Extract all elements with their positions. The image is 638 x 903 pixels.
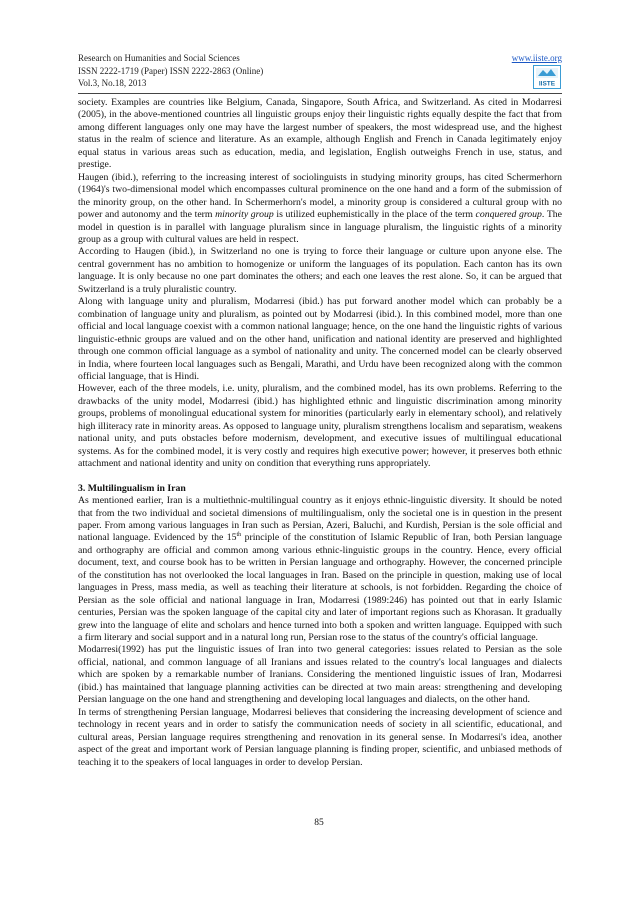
header-rule xyxy=(78,93,562,94)
paragraph: In terms of strengthening Persian language, Modarresi believes that considering the increasing development of science and technology in recent years and in order to satisfy the communication needs of society in all scientific, educational, and cultural areas, Persian language requires strengthening and renovation in its general sense. In Modarresi's idea, another aspect of the great and important work of Persian language planning is finding proper, scientific, and unbiased methods of teaching it to the speakers of local languages in order to develop Persian. xyxy=(78,706,562,768)
term-conquered-group: conquered group xyxy=(475,209,542,221)
paragraph-constitution: As mentioned earlier, Iran is a multiethnic-multilingual country as it enjoys ethnic-linguistic diversity. It should be noted that from the two individual and societal dimensions of multilingualism, only the societal one is in question in the present paper. From among various languages in Iran such as Persian, Azeri, Baluchi, and Kurdish, Persian is the sole official and national language. Evidenced by the 15th principle of the constitution of Islamic Republic of Iran, both Persian language and orthography are official and common among various ethnic-linguistic groups in the country. Hence, every official document, text, and course book has to be written in Persian language and orthography. However, the concerned principle of the constitution has not overlooked the local languages in Iran. Based on the principle in question, making use of local languages in Press, mass media, as well as teaching their literature at schools, is not forbidden. Regarding the choice of Persian as the sole official and national language in Iran, Modarresi (1989:246) has pointed out that in early Islamic centuries, Persian was the spoken language of the capital city and later of important regions such as Khorasan. It gradually grew into the language of elite and scholars and hence turned into both a spoken and written language. Equipped with such a firm literary and social support and in a natural long run, Persian rose to the status of the country's official language. xyxy=(78,495,562,644)
paragraph: However, each of the three models, i.e. unity, pluralism, and the combined model, has its own problems. Referring to the drawbacks of the unity model, Modarresi (ibid.) has highlighted ethnic and linguistic discrimination among minority groups, problems of monolingual educational system for minorities (particularly early in elementary school), and relatively high illiteracy rate in minority areas. As opposed to language unity, pluralism strengthens localism and separatism, weakens national unity, and puts obstacles before modernism, development, and executive issues of multilingual educational systems. As for the combined model, it is very costly and requires high executive power; however, it preserves both ethnic attachment and national identity and unity on condition that everything runs appropriately. xyxy=(78,383,562,470)
svg-text:IISTE: IISTE xyxy=(538,80,556,88)
journal-name: Research on Humanities and Social Sciences xyxy=(78,53,240,63)
issn-line: ISSN 2222-1719 (Paper) ISSN 2222-2863 (Online) xyxy=(78,65,264,76)
page-number: 85 xyxy=(314,818,324,828)
running-header xyxy=(78,52,562,90)
journal-url-link[interactable]: www.iiste.org xyxy=(511,53,562,63)
paragraph: According to Haugen (ibid.), in Switzerland no one is trying to force their language or culture upon anyone else. The central government has no ambition to homogenize or uniform the languages of its population. Each canton has its own language. It is only because no one part dominates the others; and each one leaves the rest alone. So, it can be argued that Switzerland is a truly pluralistic country. xyxy=(78,246,562,295)
volume-line: Vol.3, No.18, 2013 xyxy=(78,78,147,88)
section-spacer xyxy=(78,471,562,483)
paragraph: Along with language unity and pluralism, Modarresi (ibid.) has put forward another model which can probably be a combination of language unity and pluralism, as pointed out by Modarresi (ibid.). In this combined model, more than one official and local language coexist with a common national language; hence, on the one hand the linguistic rights of various linguistic-ethnic groups are valued and on the other hand, unification and national identity are preserved and highlighted through one common official language as a symbol of nationality and unity. The concerned model can be clearly observed in India, where fourteen local languages such as Bengali, Marathi, and Urdu have been recognized along with the common official language, that is Hindi. xyxy=(78,296,562,382)
term-minority-group: minority group xyxy=(215,209,274,221)
paragraph-haugen: Haugen (ibid.), referring to the increasing interest of sociolinguists in studying minority groups, has cited Schermerhorn (1964)'s two-dimensional model which encompasses cultural prominence on the one hand and a form of the submission of the minority group, on the other hand. In Schermerhorn's model, a minority group is considered a cultural group with no power and autonomy and the term minority group is utilized euphemistically in the place of the term conquered group. The model in question is in parallel with language pluralism since in language pluralism, the linguistic rights of a minority group as a group with cultural values are held in respect. xyxy=(78,171,562,245)
article-body xyxy=(78,97,562,769)
section-heading: 3. Multilingualism in Iran xyxy=(78,482,186,494)
paragraph: society. Examples are countries like Belgium, Canada, Singapore, South Africa, and Switzerland. As cited in Modarresi (2005), in the above-mentioned countries all linguistic groups enjoy their linguistic rights equally despite the fact that from among different languages only one may have the largest number of speakers, the most widespread use, and the highest status in the realm of science and literature. As an example, although English and French in Canada legitimately enjoy equal status in various areas such as education, media, and legislation, English outweighs French in use, status, and prestige. xyxy=(78,97,562,171)
ordinal-superscript: th xyxy=(236,532,242,539)
paragraph: Modarresi(1992) has put the linguistic issues of Iran into two general categories: issues related to Persian as the sole official, national, and common language of all Iranians and issues related to the country's local languages and dialects which are spoken by a remarkable number of Iranians. Considering the mentioned linguistic issues of Iran, Modarresi (ibid.) has maintained that language planning activities can be directed at two main areas: strengthening and developing Persian language on the one hand and strengthening and developing local languages and dialects, on the other hand. xyxy=(78,644,562,706)
iiste-logo xyxy=(533,65,561,89)
